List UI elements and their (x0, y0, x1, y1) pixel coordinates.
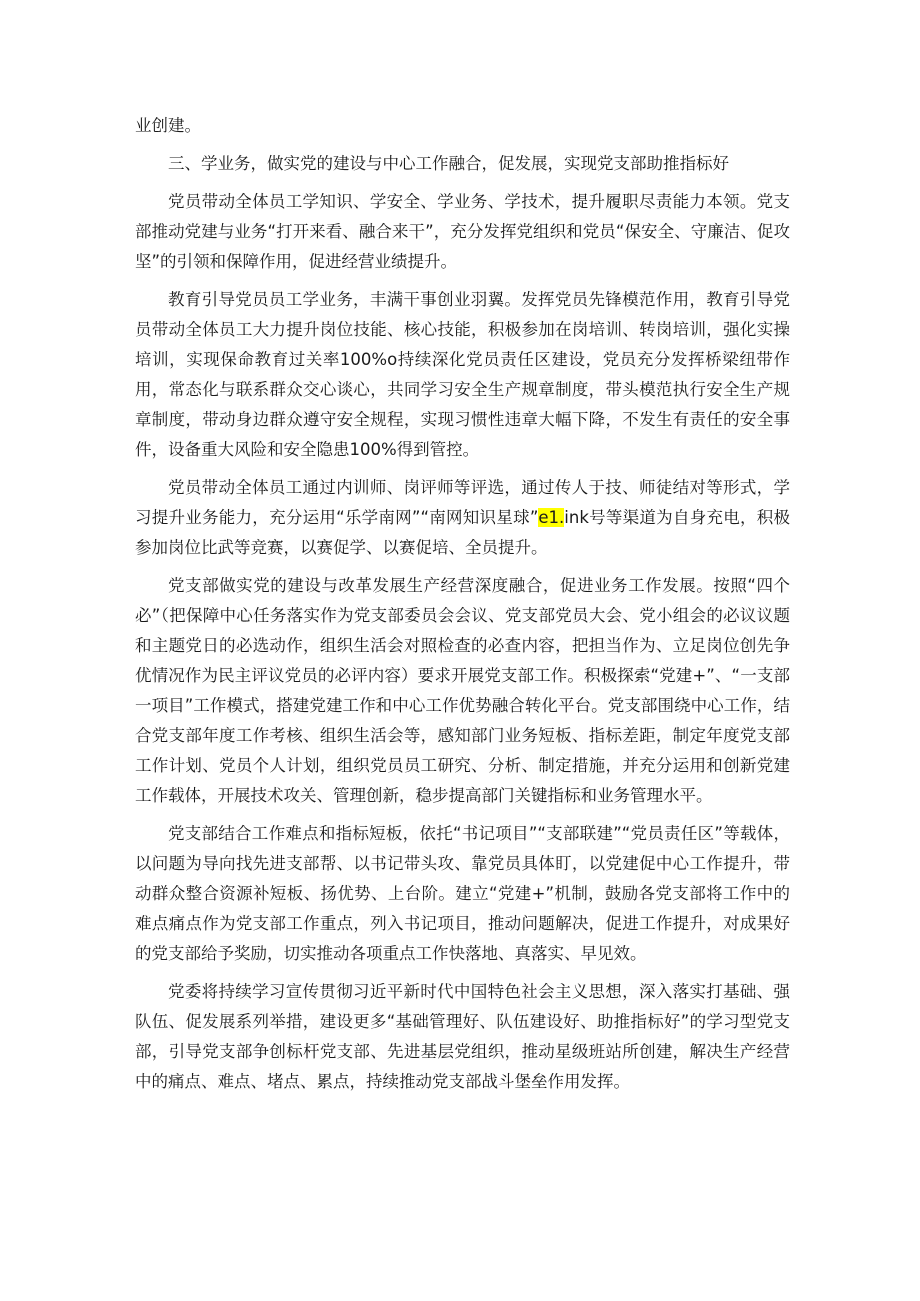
paragraph-continuation: 业创建。 (135, 116, 201, 135)
paragraph: 教育引导党员员工学业务，丰满干事创业羽翼。发挥党员先锋模范作用，教育引导党员带动全体员工大力提升岗位技能、核心技能，积极参加在岗培训、转岗培训，强化实操培训，实现保命教育过关率100%o持续深化党员责任区建设，党员充分发挥桥梁纽带作用，常态化与联系群众交心谈心，共同学习安全生产规章制度，带头模范执行安全生产规章制度，带动身边群众遵守安全规程，实现习惯性违章大幅下降，不发生有责任的安全事件，设备重大风险和安全隐患100%得到管控。 (135, 290, 790, 459)
section-heading: 三、学业务，做实党的建设与中心工作融合，促发展，实现党支部助推指标好 (168, 154, 729, 173)
paragraph-text-after: ink号等渠道为自身充电，积极参加岗位比武等竞赛，以赛促学、以赛促培、全员提升。 (135, 508, 790, 557)
document-body (135, 111, 790, 1105)
paragraph: 党员带动全体员工学知识、学安全、学业务、学技术，提升履职尽责能力本领。党支部推动党建与业务“打开来看、融合来干”，充分发挥党组织和党员“保安全、守廉洁、促攻坚”的引领和保障作用，促进经营业绩提升。 (135, 192, 790, 271)
paragraph-text-before: 党员带动全体员工通过内训师、岗评师等评选，通过传人于技、师徒结对等形式，学习提升业务能力，充分运用“乐学南网”“南网知识星球” (135, 478, 790, 527)
paragraph: 党支部结合工作难点和指标短板，依托“书记项目”“支部联建”“党员责任区”等载体，以问题为导向找先进支部帮、以书记带头攻、靠党员具体盯，以党建促中心工作提升，带动群众整合资源补短板、扬优势、上台阶。建立“党建+”机制，鼓励各党支部将工作中的难点痛点作为党支部工作重点，列入书记项目，推动问题解决，促进工作提升，对成果好的党支部给予奖励，切实推动各项重点工作快落地、真落实、早见效。 (135, 824, 790, 963)
paragraph-with-highlight (135, 473, 790, 563)
paragraph: 党委将持续学习宣传贯彻习近平新时代中国特色社会主义思想，深入落实打基础、强队伍、促发展系列举措，建设更多“基础管理好、队伍建设好、助推指标好”的学习型党支部，引导党支部争创标杆党支部、先进基层党组织，推动星级班站所创建，解决生产经营中的痛点、难点、堵点、累点，持续推动党支部战斗堡垒作用发挥。 (135, 982, 790, 1091)
paragraph: 党支部做实党的建设与改革发展生产经营深度融合，促进业务工作发展。按照“四个必”（把保障中心任务落实作为党支部委员会会议、党支部党员大会、党小组会的必议议题和主题党日的必选动作，组织生活会对照检查的必查内容，把担当作为、立足岗位创先争优情况作为民主评议党员的必评内容）要求开展党支部工作。积极探索“党建+”、“一支部一项目”工作模式，搭建党建工作和中心工作优势融合转化平台。党支部围绕中心工作，结合党支部年度工作考核、组织生活会等，感知部门业务短板、指标差距，制定年度党支部工作计划、党员个人计划，组织党员员工研究、分析、制定措施，并充分运用和创新党建工作载体，开展技术攻关、管理创新，稳步提高部门关键指标和业务管理水平。 (135, 576, 790, 805)
highlighted-text: e1. (538, 508, 565, 527)
